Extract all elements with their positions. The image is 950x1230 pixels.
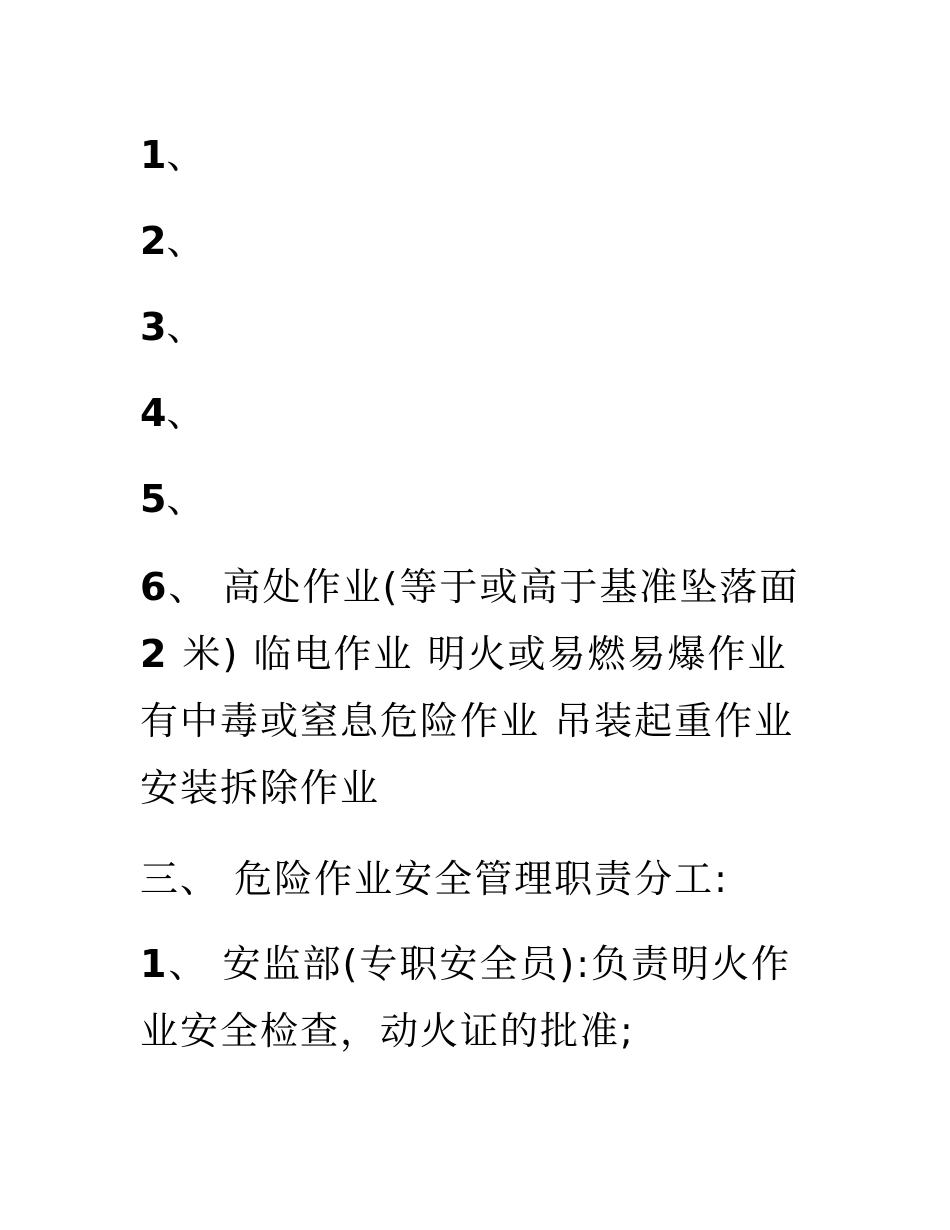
item-number: 4 [140,391,167,435]
list-item-1 [140,130,204,180]
item-number: 1 [140,942,169,986]
item-separator: 、 [166,305,205,349]
list-item-5 [140,474,204,524]
item-separator: 、 [168,565,209,609]
item-text: 安监部(专职安全员):负责明火作业安全检查，动火证的批准; [140,942,792,1053]
section-heading [140,846,820,913]
section-heading-text: 三、 危险作业安全管理职责分工: [140,857,729,901]
list-item-2 [140,216,204,266]
item-separator: 、 [166,477,205,521]
item-text-continued: 米) 临电作业 明火或易燃易爆作业 有中毒或窒息危险作业 吊装起重作业 安装拆除作业 [140,632,795,810]
duty-item-1 [140,931,820,1065]
list-item-4 [140,388,204,438]
item-number: 3 [140,305,167,349]
inline-number: 2 [140,632,169,676]
item-separator: 、 [166,391,205,435]
item-number: 6 [140,565,169,609]
item-number: 2 [140,219,167,263]
item-number: 5 [140,477,167,521]
list-item-3 [140,302,204,352]
item-separator: 、 [166,219,205,263]
item-separator: 、 [168,942,209,986]
item-text: 高处作业(等于或高于基准坠落面 [208,565,800,609]
list-item-6 [140,554,820,822]
item-number: 1 [140,133,167,177]
item-separator: 、 [166,133,205,177]
